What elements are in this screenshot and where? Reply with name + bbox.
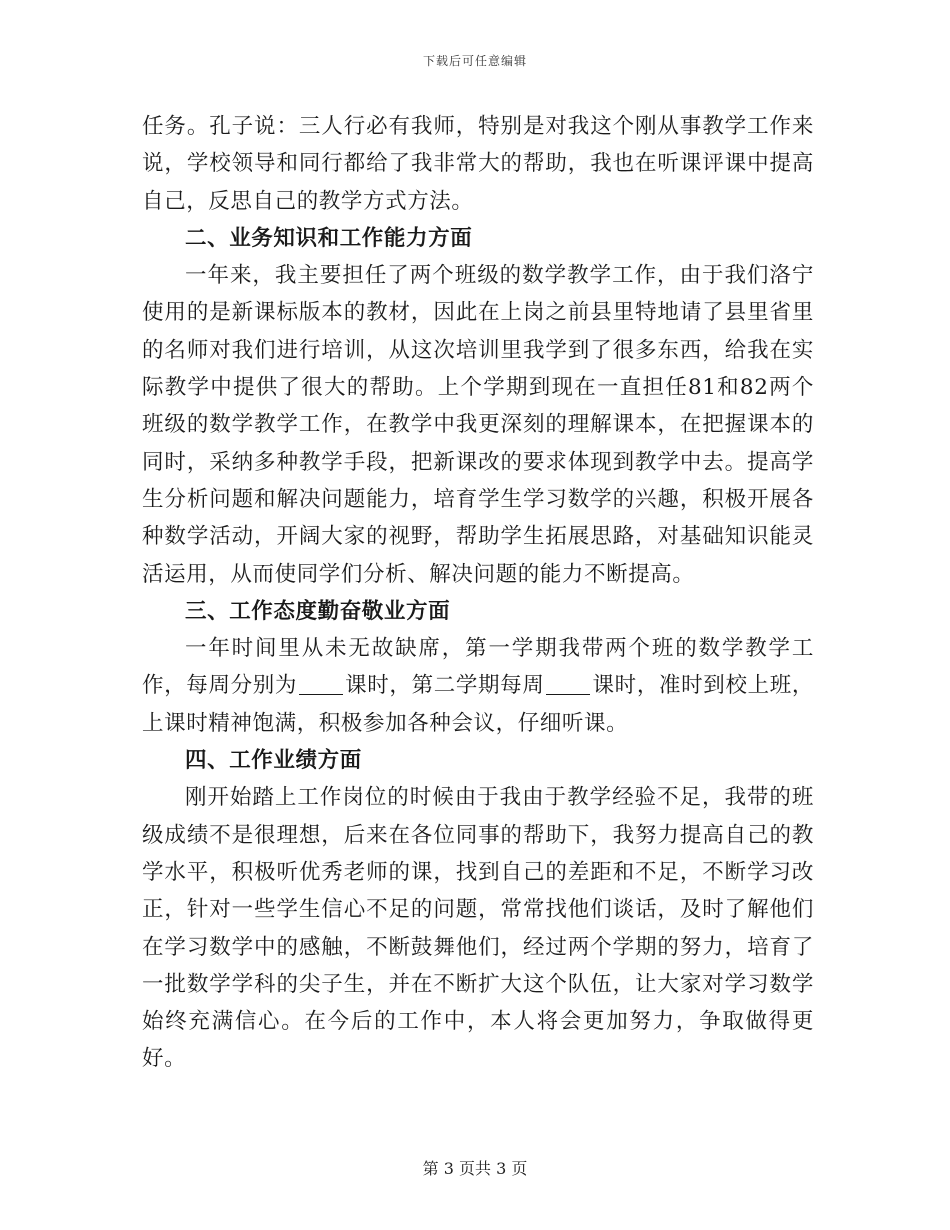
attitude-text-part3: 课时，准时到校上班，上课时精神饱满，积极参加各种会议，仔细听课。 [142, 673, 814, 736]
blank-fill-line-2[interactable] [546, 673, 590, 696]
attitude-text-part1: 一年时间里从未无故缺席，第一学期我带两个班的数学教学工作，每周分别为 [142, 636, 814, 699]
blank-fill-line-1[interactable] [299, 673, 343, 696]
page-number: 第 3 页共 3 页 [422, 1159, 528, 1178]
document-body [142, 108, 814, 1078]
paragraph-intro: 任务。孔子说：三人行必有我师，特别是对我这个刚从事教学工作来说，学校领导和同行都给了我非常大的帮助，我也在听课评课中提高自己，反思自己的教学方式方法。 [142, 114, 814, 214]
section-heading-achievements: 四、工作业绩方面 [185, 748, 362, 774]
paragraph-business-knowledge: 一年来，我主要担任了两个班级的数学教学工作，由于我们洛宁使用的是新课标版本的教材，因此在上岗之前县里特地请了县里省里的名师对我们进行培训，从这次培训里我学到了很多东西，给我在实际教学中提供了很大的帮助。上个学期到现在一直担任81和82两个班级的数学教学工作，在教学中我更深刻的理解课本，在把握课本的同时，采纳多种教学手段，把新课改的要求体现到教学中去。提高学生分析问题和解决问题能力，培育学生学习数学的兴趣，积极开展各种数学活动，开阔大家的视野，帮助学生拓展思路，对基础知识能灵活运用，从而使同学们分析、解决问题的能力不断提高。 [142, 263, 814, 587]
attitude-text-part2: 课时，第二学期每周 [345, 673, 545, 699]
section-heading-work-attitude: 三、工作态度勤奋敬业方面 [185, 598, 451, 624]
paragraph-work-attitude [142, 630, 814, 742]
section-heading-business-knowledge: 二、业务知识和工作能力方面 [185, 225, 473, 251]
paragraph-achievements: 刚开始踏上工作岗位的时候由于我由于教学经验不足，我带的班级成绩不是很理想，后来在各位同事的帮助下，我努力提高自己的教学水平，积极听优秀老师的课，找到自己的差距和不足，不断学习改正，针对一些学生信心不足的问题，常常找他们谈话，及时了解他们在学习数学中的感触，不断鼓舞他们，经过两个学期的努力，培育了一批数学学科的尖子生，并在不断扩大这个队伍，让大家对学习数学始终充满信心。在今后的工作中，本人将会更加努力，争取做得更好。 [142, 785, 814, 1072]
header-note: 下载后可任意编辑 [422, 54, 527, 68]
